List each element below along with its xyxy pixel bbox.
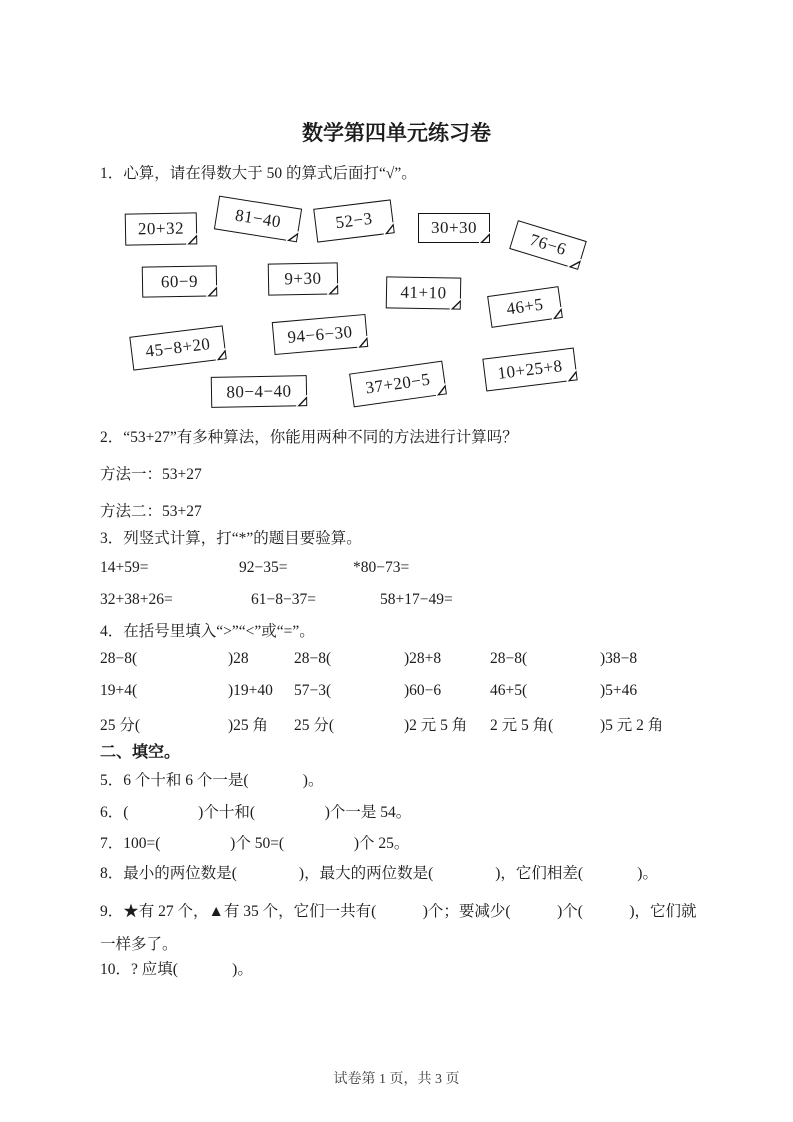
question-2-label: 2．“53+27”有多种算法，你能用两种不同的方法进行计算吗？: [100, 429, 518, 446]
comparison-right: )28+8: [404, 650, 442, 667]
question-9: 9．★有 27 个，▲有 35 个，它们一共有( )个；要减少( )个( )，它们就一样多了。: [100, 903, 697, 953]
expression-card: [386, 276, 462, 309]
folded-corner-icon: [327, 283, 339, 295]
folded-corner-icon: [356, 336, 369, 349]
folded-corner-icon: [296, 395, 308, 407]
card-expression: 46+5: [505, 294, 545, 319]
folded-corner-icon: [450, 298, 462, 310]
folded-corner-icon: [383, 222, 396, 235]
card-expression: 81−40: [233, 205, 283, 232]
card-expression: 37+20−5: [364, 369, 432, 398]
card-expression: 10+25+8: [496, 355, 564, 383]
comparison-left: 28−8(: [100, 650, 138, 667]
section-2-header: 二、填空。: [100, 744, 181, 761]
expression: 32+38+26=: [100, 591, 173, 608]
question-2-method-2: 方法二：53+27: [100, 503, 202, 520]
folded-corner-icon: [550, 307, 564, 321]
folded-corner-icon: [479, 232, 491, 244]
card-expression: 94−6−30: [286, 321, 354, 347]
comparison-left: 57−3(: [294, 682, 332, 699]
comparison-right: )5 元 2 角: [600, 717, 664, 734]
question-5: 5．6 个十和 6 个一是( )。: [100, 772, 324, 789]
comparison-left: 2 元 5 角(: [490, 717, 554, 734]
question-3-row-2: [100, 591, 704, 613]
question-4-row-2: [100, 682, 704, 704]
page-title: 数学第四单元练习卷: [302, 121, 491, 145]
expression-card: [142, 265, 218, 297]
comparison-right: )19+40: [228, 682, 273, 699]
expression-card: [482, 348, 577, 392]
expression-card: [349, 361, 447, 408]
folded-corner-icon: [567, 256, 582, 271]
comparison-left: 46+5(: [490, 682, 528, 699]
folded-corner-icon: [186, 233, 198, 245]
question-1-label: 1．心算，请在得数大于 50 的算式后面打“√”。: [100, 165, 417, 182]
card-expression: 80−4−40: [226, 380, 292, 402]
card-expression: 20+32: [137, 218, 185, 239]
comparison-right: )60−6: [404, 682, 442, 699]
expression: *80−73=: [353, 559, 410, 576]
card-expression: 30+30: [430, 218, 478, 237]
question-4-label: 4．在括号里填入“>”“<”或“=”。: [100, 623, 315, 640]
question-7: 7．100=( )个 50=( )个 25。: [100, 835, 410, 852]
card-expression: 76−6: [527, 230, 569, 260]
expression-card: [418, 213, 490, 243]
question-4-row-1: [100, 650, 704, 672]
question-3-label: 3．列竖式计算，打“*”的题目要验算。: [100, 530, 362, 547]
question-3-row-1: [100, 559, 704, 581]
comparison-right: )2 元 5 角: [404, 717, 468, 734]
question-6: 6．( )个十和( )个一是 54。: [100, 804, 412, 821]
expression-card: [268, 262, 339, 295]
folded-corner-icon: [286, 230, 300, 244]
comparison-right: )25 角: [228, 717, 269, 734]
comparison-left: 19+4(: [100, 682, 138, 699]
expression: 92−35=: [239, 559, 288, 576]
question-4-row-3: [100, 713, 704, 735]
expression-card: [272, 314, 369, 355]
comparison-right: )38−8: [600, 650, 638, 667]
expression-card: [313, 199, 395, 242]
folded-corner-icon: [214, 348, 227, 361]
card-expression: 52−3: [334, 208, 374, 233]
question-10: 10．? 应填( )。: [100, 961, 253, 978]
question-8: 8．最小的两位数是( )，最大的两位数是( )，它们相差( )。: [100, 865, 658, 882]
comparison-left: 25 分(: [100, 717, 141, 734]
expression-card: [129, 325, 226, 370]
question-2-method-1: 方法一：53+27: [100, 466, 202, 483]
page-footer: 试卷第 1 页，共 3 页: [333, 1072, 460, 1087]
expression-card: [509, 220, 587, 270]
card-expression: 41+10: [400, 282, 447, 303]
comparison-right: )28: [228, 650, 249, 667]
expression-card: [487, 286, 563, 328]
comparison-left: 28−8(: [294, 650, 332, 667]
expression: 14+59=: [100, 559, 149, 576]
expression-card: [125, 212, 198, 245]
expression-cards-area: [100, 195, 700, 430]
card-expression: 45−8+20: [144, 334, 212, 361]
card-expression: 9+30: [284, 268, 322, 289]
card-expression: 60−9: [160, 271, 199, 291]
expression-card: [214, 196, 302, 243]
comparison-left: 28−8(: [490, 650, 528, 667]
expression: 61−8−37=: [251, 591, 316, 608]
folded-corner-icon: [434, 383, 448, 397]
comparison-left: 25 分(: [294, 717, 335, 734]
comparison-right: )5+46: [600, 682, 638, 699]
expression: 58+17−49=: [380, 591, 453, 608]
expression-card: [211, 375, 308, 408]
folded-corner-icon: [206, 285, 218, 297]
folded-corner-icon: [565, 369, 578, 382]
